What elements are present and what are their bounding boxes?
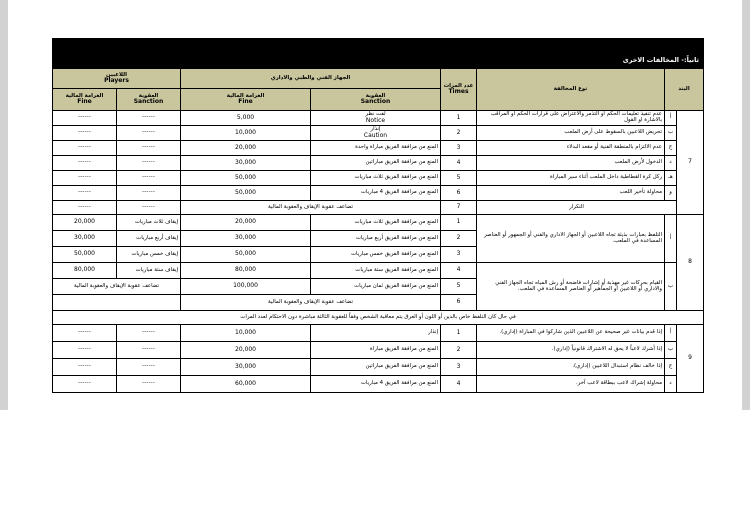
- staff-sanction-cell: المنع من مرافقة الفريق مباراة واحدة: [311, 141, 441, 156]
- staff-sanction-cell: المنع من مرافقة الفريق ثلاث مباريات: [311, 215, 441, 231]
- player-sanction-cell: ------: [117, 342, 181, 359]
- player-fine-cell: 80,000: [53, 263, 117, 279]
- player-sanction-cell: ------: [117, 376, 181, 393]
- table-row: [53, 325, 704, 342]
- times-cell: 3: [441, 247, 477, 263]
- staff-sanction-cell: المنع من مرافقة الفريق 4 مباريات: [311, 376, 441, 393]
- times-cell: 5: [441, 279, 477, 295]
- times-cell: 3: [441, 141, 477, 156]
- player-sanction-cell: إيقاف ستة مباريات: [117, 263, 181, 279]
- violation-cell: محاولة تأخير اللعب: [477, 186, 665, 201]
- times-cell: 2: [441, 342, 477, 359]
- sanction-ar: لفت نظر: [365, 111, 386, 118]
- violation-cell: محاولة إشراك لاعب ببطاقة لاعب آخر.: [477, 376, 665, 393]
- repeat-label-cell: التكرار: [477, 201, 677, 215]
- violation-cell: عدم تنفيذ تعليمات الحكم او التذمر والاعتراض على قرارات الحكم او المراقب بالاشارة او القول: [477, 111, 665, 126]
- staff-fine-cell: 50,000: [181, 247, 311, 263]
- violations-table: [52, 38, 704, 393]
- letter-cell: ب: [665, 126, 677, 141]
- player-fine-cell: ------: [53, 156, 117, 171]
- violation-cell: إذا قدم بيانات غير صحيحة عن اللاعبين الذين شاركوا في المباراة (إداري).: [477, 325, 665, 342]
- section-title-row: [53, 39, 704, 69]
- violation-type-header: نوع المخالفة: [477, 69, 665, 111]
- player-sanction-cell: إيقاف ثلاث مباريات: [117, 215, 181, 231]
- player-sanction-cell: ------: [117, 171, 181, 186]
- player-doubling-cell: تضاعف عقوبة الإيقاف والعقوبة المالية: [53, 279, 181, 295]
- staff-fine-cell: 100,000: [181, 279, 311, 295]
- staff-sanction-cell: المنع من مرافقة الفريق أربع مباريات: [311, 231, 441, 247]
- staff-fine-cell: 20,000: [181, 342, 311, 359]
- staff-sanction-cell: [311, 126, 441, 141]
- players-header-ar: اللاعبين: [106, 71, 127, 78]
- staff-fine-cell: 10,000: [181, 126, 311, 141]
- sanction-ar: إنذار: [370, 126, 381, 133]
- letter-cell: د: [665, 376, 677, 393]
- table-row: [53, 215, 704, 231]
- player-sanction-cell: ------: [117, 201, 181, 215]
- letter-cell: أ: [665, 325, 677, 342]
- player-sanction-cell: ------: [117, 126, 181, 141]
- footnote-cell: في حال كان التلفظ خاص بالدين أو اللون أو العرق يتم معاقبة الشخص وفقاً للعقوبة الثالثة مباشرة دون الاحتكام لعدد المرات: [53, 311, 704, 325]
- times-header-en: Times: [448, 88, 469, 96]
- violations-document: [52, 38, 703, 393]
- band-number-9: 9: [677, 325, 704, 393]
- band-number-8: 8: [677, 215, 704, 311]
- player-sanction-header: [117, 89, 181, 111]
- table-row: [53, 126, 704, 141]
- player-sanction-cell: ------: [117, 186, 181, 201]
- violation-cell: القيام بحركات غير مهذبة أو إشارات فاضحة أو رش المياه تجاه الجهاز الفني والاداري أو اللاعبين أو الجماهير أو العناصر المساعدة في الملعب.: [477, 263, 665, 311]
- staff-fine-cell: 50,000: [181, 171, 311, 186]
- violation-cell: عدم الالتزام بالمنطقة الفنية أو مقعد البدلاء: [477, 141, 665, 156]
- staff-fine-header: [181, 89, 311, 111]
- player-fine-cell: 50,000: [53, 247, 117, 263]
- violation-cell: الدخول لأرض الملعب: [477, 156, 665, 171]
- table-row: [53, 359, 704, 376]
- staff-fine-cell: 60,000: [181, 376, 311, 393]
- player-fine-cell: ------: [53, 325, 117, 342]
- times-header-ar: عدد المرات: [443, 82, 474, 89]
- staff-fine-cell: 20,000: [181, 141, 311, 156]
- letter-cell: أ: [665, 111, 677, 126]
- times-cell: 1: [441, 215, 477, 231]
- violation-cell: تحريض اللاعبين بالسقوط على أرض الملعب: [477, 126, 665, 141]
- player-sanction-cell: إيقاف خمس مباريات: [117, 247, 181, 263]
- doubling-cell: تضاعف عقوبة الإيقاف والعقوبة المالية: [181, 295, 441, 311]
- staff-sanction-header-ar: العقوبة: [365, 92, 386, 99]
- staff-fine-cell: 10,000: [181, 325, 311, 342]
- times-cell: 3: [441, 359, 477, 376]
- band-number-7: 7: [677, 111, 704, 215]
- footnote-row: [53, 311, 704, 325]
- player-sanction-cell: ------: [117, 156, 181, 171]
- times-cell: 6: [441, 295, 477, 311]
- staff-sanction-header: [311, 89, 441, 111]
- empty-cell: [53, 295, 181, 311]
- staff-sanction-cell: إنذار: [311, 325, 441, 342]
- times-cell: 6: [441, 186, 477, 201]
- staff-sanction-cell: المنع من مرافقة الفريق ثلاث مباريات: [311, 171, 441, 186]
- player-sanction-cell: ------: [117, 359, 181, 376]
- letter-cell: هـ: [665, 171, 677, 186]
- player-fine-cell: ------: [53, 111, 117, 126]
- player-fine-cell: 20,000: [53, 215, 117, 231]
- violation-cell: إذا أشرك لاعباً لا يحق له الاشتراك قانونياً (إداري).: [477, 342, 665, 359]
- player-fine-cell: 30,000: [53, 231, 117, 247]
- table-row: [53, 171, 704, 186]
- band-header: البند: [665, 69, 704, 111]
- player-sanction-cell: ------: [117, 111, 181, 126]
- table-row: [53, 201, 704, 215]
- staff-fine-cell: 5,000: [181, 111, 311, 126]
- player-sanction-cell: ------: [117, 325, 181, 342]
- times-cell: 7: [441, 201, 477, 215]
- staff-sanction-cell: المنع من مرافقة الفريق مباراة: [311, 342, 441, 359]
- player-fine-cell: ------: [53, 201, 117, 215]
- staff-sanction-cell: المنع من مرافقة الفريق 4 مباريات: [311, 186, 441, 201]
- staff-sanction-cell: المنع من مرافقة الفريق ثمان مباريات: [311, 279, 441, 295]
- letter-cell: ب: [665, 342, 677, 359]
- table-row: [53, 141, 704, 156]
- player-fine-cell: ------: [53, 141, 117, 156]
- times-cell: 2: [441, 126, 477, 141]
- staff-header: الجهاز الفني والطبي والاداري: [181, 69, 441, 89]
- violation-cell: إذا خالف نظام استبدال اللاعبين (إداري).: [477, 359, 665, 376]
- table-row: [53, 156, 704, 171]
- player-fine-cell: ------: [53, 376, 117, 393]
- staff-fine-cell: 20,000: [181, 215, 311, 231]
- times-cell: 4: [441, 156, 477, 171]
- sanction-en: Caution: [363, 131, 388, 139]
- players-header-en: Players: [104, 77, 129, 85]
- table-row: [53, 186, 704, 201]
- violation-cell: التلفظ بعبارات بذيئة تجاه اللاعبين أو الجهاز الاداري والفني أو الجمهور أو العناصر المساعدة في الملعب.: [477, 215, 665, 263]
- sanction-en: Notice: [365, 116, 386, 124]
- staff-sanction-cell: المنع من مرافقة الفريق ستة مباريات: [311, 263, 441, 279]
- player-sanction-cell: ------: [117, 141, 181, 156]
- player-sanction-header-en: Sanction: [133, 98, 164, 106]
- player-sanction-cell: إيقاف أربع مباريات: [117, 231, 181, 247]
- staff-sanction-header-en: Sanction: [360, 98, 391, 106]
- staff-sanction-cell: المنع من مرافقة الفريق مباراتين: [311, 359, 441, 376]
- letter-cell: أ: [665, 215, 677, 263]
- times-cell: 1: [441, 325, 477, 342]
- table-row: [53, 376, 704, 393]
- scan-shadow-right: [742, 0, 750, 410]
- staff-fine-cell: 30,000: [181, 231, 311, 247]
- staff-sanction-cell: [311, 111, 441, 126]
- table-row: [53, 263, 704, 279]
- staff-sanction-cell: المنع من مرافقة الفريق خمس مباريات: [311, 247, 441, 263]
- player-fine-cell: ------: [53, 186, 117, 201]
- staff-fine-header-ar: الغرامة المالية: [226, 92, 265, 99]
- table-row: [53, 111, 704, 126]
- staff-fine-header-en: Fine: [238, 98, 253, 106]
- table-row: [53, 342, 704, 359]
- player-fine-cell: ------: [53, 359, 117, 376]
- player-fine-header-en: Fine: [77, 98, 92, 106]
- staff-fine-cell: 30,000: [181, 359, 311, 376]
- scan-shadow-left: [0, 0, 8, 410]
- doubling-cell: تضاعف عقوبة الإيقاف والعقوبة المالية: [181, 201, 441, 215]
- times-cell: 4: [441, 263, 477, 279]
- section-title: ثانياً:- المخالفات الاخرى: [53, 39, 704, 69]
- times-header: [441, 69, 477, 111]
- letter-cell: د: [665, 156, 677, 171]
- player-fine-cell: ------: [53, 126, 117, 141]
- player-sanction-header-ar: العقوبة: [138, 92, 159, 99]
- staff-fine-cell: 50,000: [181, 186, 311, 201]
- times-cell: 1: [441, 111, 477, 126]
- times-cell: 2: [441, 231, 477, 247]
- violation-cell: ركل كرة القطاطية داخل الملعب أثناء سير المباراة: [477, 171, 665, 186]
- players-header: [53, 69, 181, 89]
- letter-cell: ب: [665, 263, 677, 311]
- player-fine-cell: ------: [53, 342, 117, 359]
- times-cell: 5: [441, 171, 477, 186]
- staff-fine-cell: 80,000: [181, 263, 311, 279]
- staff-sanction-cell: المنع من مرافقة الفريق مباراتين: [311, 156, 441, 171]
- player-fine-header-ar: الغرامة المالية: [65, 92, 104, 99]
- letter-cell: و: [665, 186, 677, 201]
- player-fine-cell: ------: [53, 171, 117, 186]
- header-row-1: [53, 69, 704, 89]
- letter-cell: ج: [665, 141, 677, 156]
- times-cell: 4: [441, 376, 477, 393]
- staff-fine-cell: 30,000: [181, 156, 311, 171]
- player-fine-header: [53, 89, 117, 111]
- letter-cell: ج: [665, 359, 677, 376]
